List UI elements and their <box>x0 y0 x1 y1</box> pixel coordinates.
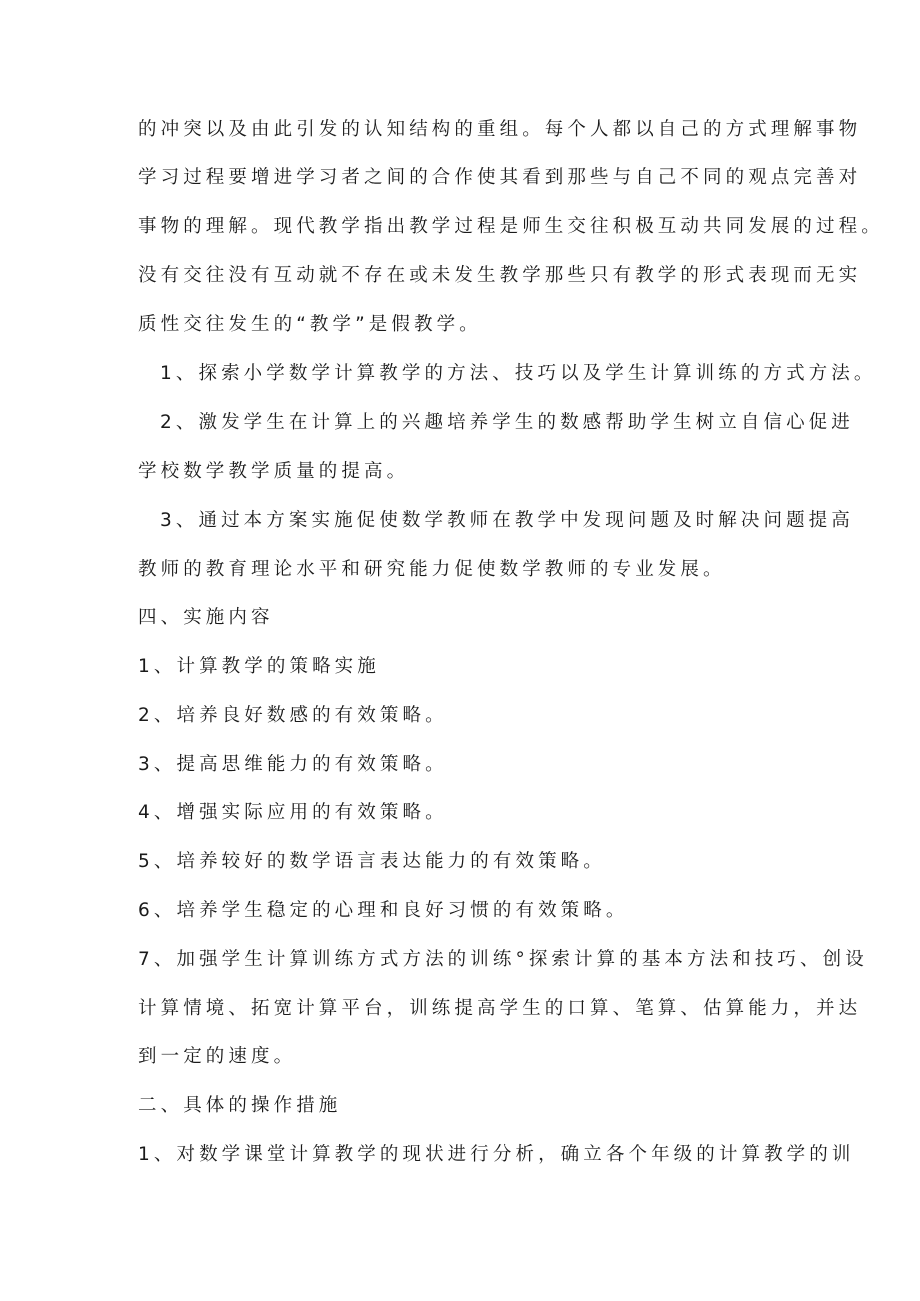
section-heading: 二、具体的操作措施 <box>138 1095 342 1116</box>
text-line: 1、对数学课堂计算教学的现状进行分析，确立各个年级的计算教学的训 <box>138 1144 855 1165</box>
text-line: 1、计算教学的策略实施 <box>138 656 380 677</box>
text-line: 2、激发学生在计算上的兴趣培养学生的数感帮助学生树立自信心促进 <box>160 412 854 433</box>
text-line: 质性交往发生的“教学”是假教学。 <box>138 314 482 335</box>
text-line: 学习过程要增进学习者之间的合作使其看到那些与自己不同的观点完善对 <box>138 167 862 188</box>
text-line: 5、培养较好的数学语言表达能力的有效策略。 <box>138 851 606 872</box>
text-line: 2、培养良好数感的有效策略。 <box>138 705 448 726</box>
text-line: 6、培养学生稳定的心理和良好习惯的有效策略。 <box>138 900 629 921</box>
text-line: 学校数学教学质量的提高。 <box>138 461 410 482</box>
text-line: 教师的教育理论水平和研究能力促使数学教师的专业发展。 <box>138 559 726 580</box>
text-line: 事物的理解。现代教学指出教学过程是师生交往积极互动共同发展的过程。 <box>138 216 884 237</box>
text-line: 的冲突以及由此引发的认知结构的重组。每个人都以自己的方式理解事物 <box>138 119 862 140</box>
text-line: 4、增强实际应用的有效策略。 <box>138 802 448 823</box>
text-line: 7、加强学生计算训练方式方法的训练°探索计算的基本方法和技巧、创设 <box>138 949 868 970</box>
text-line: 计算情境、拓宽计算平台，训练提高学生的口算、笔算、估算能力，并达 <box>138 998 862 1019</box>
text-line: 3、提高思维能力的有效策略。 <box>138 754 448 775</box>
text-line: 到一定的速度。 <box>138 1046 297 1067</box>
text-line: 没有交往没有互动就不存在或未发生教学那些只有教学的形式表现而无实 <box>138 265 862 286</box>
text-line: 1、探索小学数学计算教学的方法、技巧以及学生计算训练的方式方法。 <box>160 363 877 384</box>
section-heading: 四、实施内容 <box>138 607 274 628</box>
text-line: 3、通过本方案实施促使数学教师在教学中发现问题及时解决问题提高 <box>160 510 854 531</box>
